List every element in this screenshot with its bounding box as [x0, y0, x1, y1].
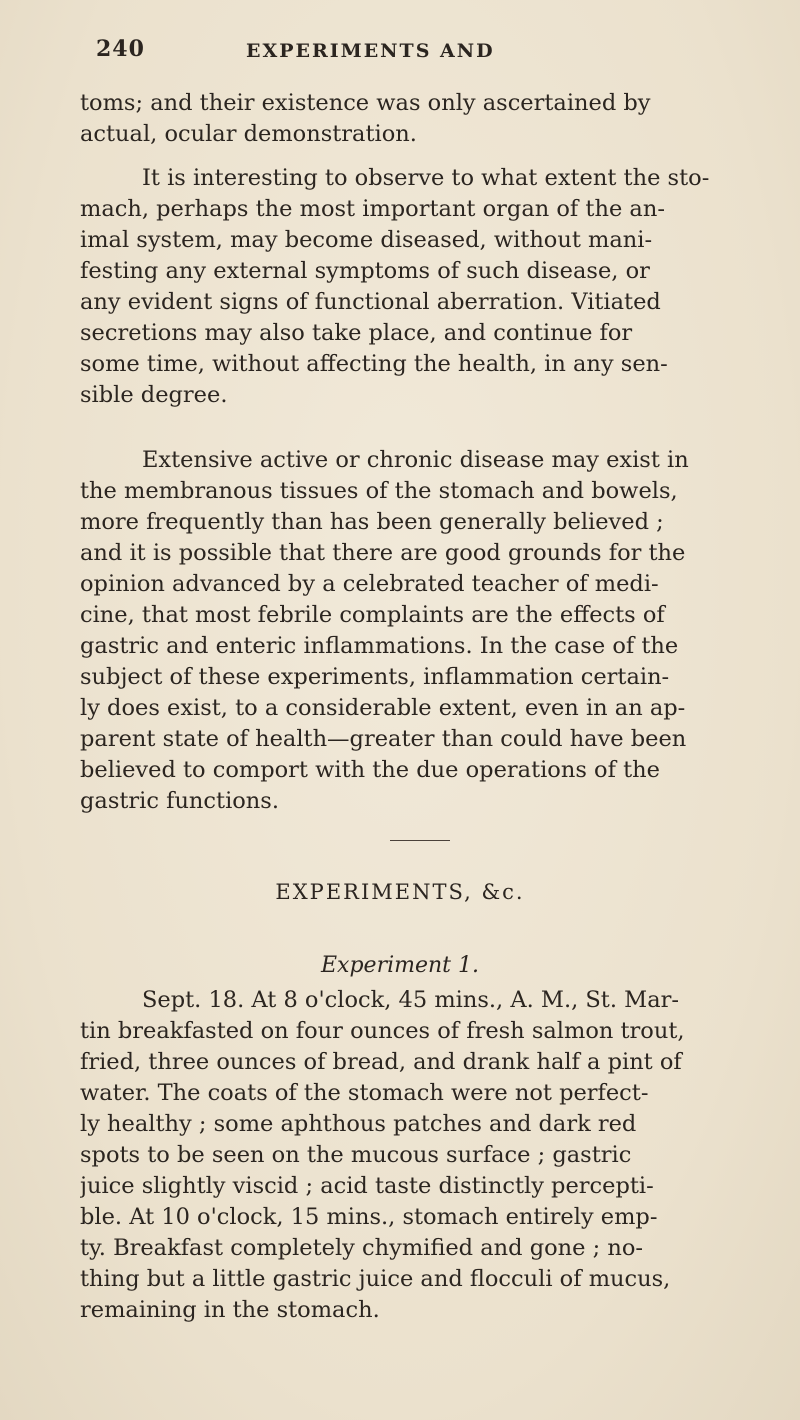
text-line: remaining in the stomach.: [80, 1297, 380, 1323]
text-line: mach, perhaps the most important organ of the an-: [80, 196, 665, 222]
text-line: cine, that most febrile complaints are the effects of: [80, 602, 665, 628]
paragraph-1: [80, 88, 750, 150]
text-line: ble. At 10 o'clock, 15 mins., stomach entirely emp-: [80, 1204, 658, 1230]
text-line: fried, three ounces of bread, and drank half a pint of: [80, 1049, 682, 1075]
text-line: any evident signs of functional aberration. Vitiated: [80, 289, 661, 315]
text-line: believed to comport with the due operations of the: [80, 757, 660, 783]
text-line: secretions may also take place, and continue for: [80, 320, 633, 346]
text-line: actual, ocular demonstration.: [80, 121, 417, 147]
text-line: the membranous tissues of the stomach and bowels,: [80, 478, 678, 504]
text-line: opinion advanced by a celebrated teacher of medi-: [80, 571, 659, 597]
text-line: festing any external symptoms of such disease, or: [80, 258, 650, 284]
text-line: water. The coats of the stomach were not perfect-: [80, 1080, 649, 1106]
text-line: thing but a little gastric juice and flocculi of mucus,: [80, 1266, 671, 1292]
text-line: spots to be seen on the mucous surface ; gastric: [80, 1142, 632, 1168]
text-line: and it is possible that there are good grounds for the: [80, 540, 686, 566]
section-divider: [390, 840, 450, 841]
text-line: more frequently than has been generally believed ;: [80, 509, 664, 535]
text-line: some time, without affecting the health, in any sen-: [80, 351, 668, 377]
text-line: tin breakfasted on four ounces of fresh salmon trout,: [80, 1018, 685, 1044]
text-line: subject of these experiments, inflammation certain-: [80, 664, 670, 690]
text-line: parent state of health—greater than could have been: [80, 726, 687, 752]
text-line: sible degree.: [80, 382, 228, 408]
text-line: Sept. 18. At 8 o'clock, 45 mins., A. M., St. Mar-: [142, 987, 679, 1013]
text-line: ly does exist, to a considerable extent, even in an ap-: [80, 695, 686, 721]
text-line: It is interesting to observe to what extent the sto-: [142, 165, 710, 191]
text-line: imal system, may become diseased, without mani-: [80, 227, 653, 253]
experiment-heading: Experiment 1.: [321, 953, 479, 978]
text-line: juice slightly viscid ; acid taste distinctly percepti-: [80, 1173, 654, 1199]
paragraph-3: [80, 445, 750, 817]
text-line: gastric and enteric inflammations. In the case of the: [80, 633, 679, 659]
paragraph-2: [80, 163, 750, 411]
running-head: [96, 26, 740, 66]
running-title: EXPERIMENTS AND: [246, 40, 495, 62]
page-number: 240: [96, 36, 145, 62]
text-line: ly healthy ; some aphthous patches and dark red: [80, 1111, 637, 1137]
text-line: ty. Breakfast completely chymified and gone ; no-: [80, 1235, 643, 1261]
text-line: toms; and their existence was only ascertained by: [80, 90, 651, 116]
text-line: gastric functions.: [80, 788, 279, 814]
section-heading: EXPERIMENTS, &c.: [275, 880, 525, 904]
paragraph-4: [80, 985, 750, 1326]
text-line: Extensive active or chronic disease may exist in: [142, 447, 689, 473]
